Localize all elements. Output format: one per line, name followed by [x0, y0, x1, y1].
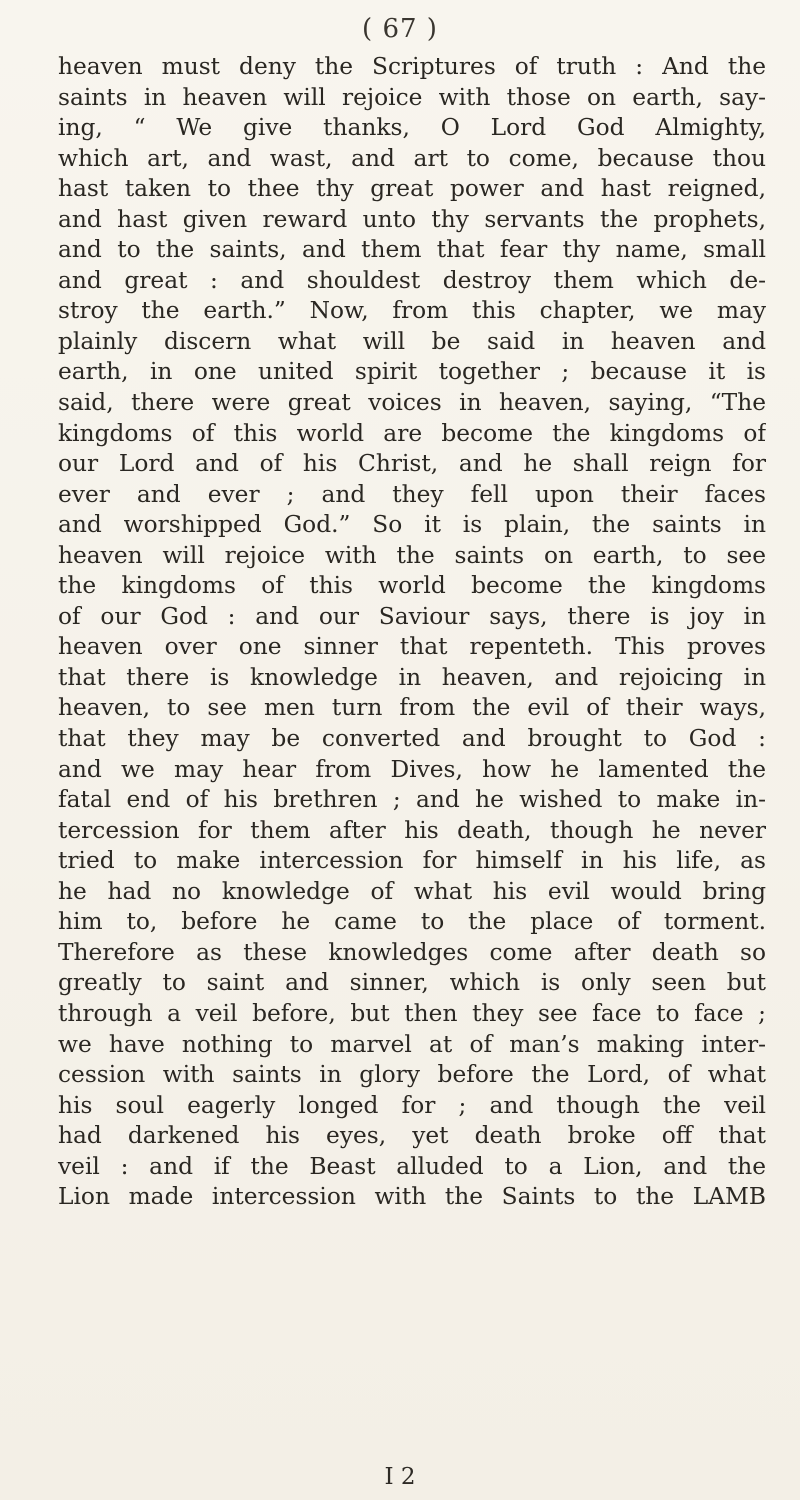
text-line: had darkened his eyes, yet death broke off that [58, 1122, 766, 1150]
text-line: and worshipped God.” So it is plain, the saints in [58, 511, 766, 539]
text-line: Lion made intercession with the Saints to the LAMB [58, 1183, 766, 1211]
text-line: and to the saints, and them that fear thy name, small [58, 236, 766, 264]
text-line: through a veil before, but then they see face to face ; [58, 999, 766, 1027]
body-text [58, 52, 766, 1213]
text-line: of our God : and our Saviour says, there is joy in [58, 602, 766, 630]
text-line: greatly to saint and sinner, which is only seen but [58, 969, 766, 997]
text-line: saints in heaven will rejoice with those on earth, say- [58, 83, 766, 111]
text-line: tried to make intercession for himself in his life, as [58, 847, 766, 875]
text-line: him to, before he came to the place of torment. [58, 908, 766, 936]
text-line: which art, and wast, and art to come, because thou [58, 144, 766, 172]
text-line: we have nothing to marvel at of man’s making inter- [58, 1030, 766, 1058]
text-line: the kingdoms of this world become the kingdoms [58, 572, 766, 600]
text-line: heaven over one sinner that repenteth. This proves [58, 633, 766, 661]
text-line: earth, in one united spirit together ; because it is [58, 358, 766, 386]
text-line: ever and ever ; and they fell upon their faces [58, 480, 766, 508]
text-line: our Lord and of his Christ, and he shall reign for [58, 450, 766, 478]
text-line: fatal end of his brethren ; and he wished to make in- [58, 786, 766, 814]
text-line: veil : and if the Beast alluded to a Lion, and the [58, 1152, 766, 1180]
text-line: that there is knowledge in heaven, and rejoicing in [58, 663, 766, 691]
text-line: said, there were great voices in heaven, saying, “The [58, 389, 766, 417]
text-line: kingdoms of this world are become the kingdoms of [58, 419, 766, 447]
text-line: his soul eagerly longed for ; and though the veil [58, 1091, 766, 1119]
text-line: heaven will rejoice with the saints on earth, to see [58, 541, 766, 569]
text-line: heaven, to see men turn from the evil of their ways, [58, 694, 766, 722]
text-line: stroy the earth.” Now, from this chapter, we may [58, 297, 766, 325]
text-line: hast taken to thee thy great power and hast reigned, [58, 175, 766, 203]
text-line: tercession for them after his death, though he never [58, 816, 766, 844]
text-line: he had no knowledge of what his evil would bring [58, 877, 766, 905]
text-line: and we may hear from Dives, how he lamented the [58, 755, 766, 783]
page-number: ( 67 ) [362, 14, 438, 44]
text-line: that they may be converted and brought to God : [58, 725, 766, 753]
text-line: Therefore as these knowledges come after death so [58, 938, 766, 966]
text-line: plainly discern what will be said in heaven and [58, 327, 766, 355]
signature-mark: I 2 [384, 1464, 416, 1490]
text-line: heaven must deny the Scriptures of truth : And the [58, 53, 766, 80]
text-line: and hast given reward unto thy servants the prophets, [58, 205, 766, 233]
text-line: ing, “ We give thanks, O Lord God Almighty, [58, 114, 766, 142]
text-line: cession with saints in glory before the Lord, of what [58, 1061, 766, 1089]
text-line: and great : and shouldest destroy them which de- [58, 266, 766, 294]
